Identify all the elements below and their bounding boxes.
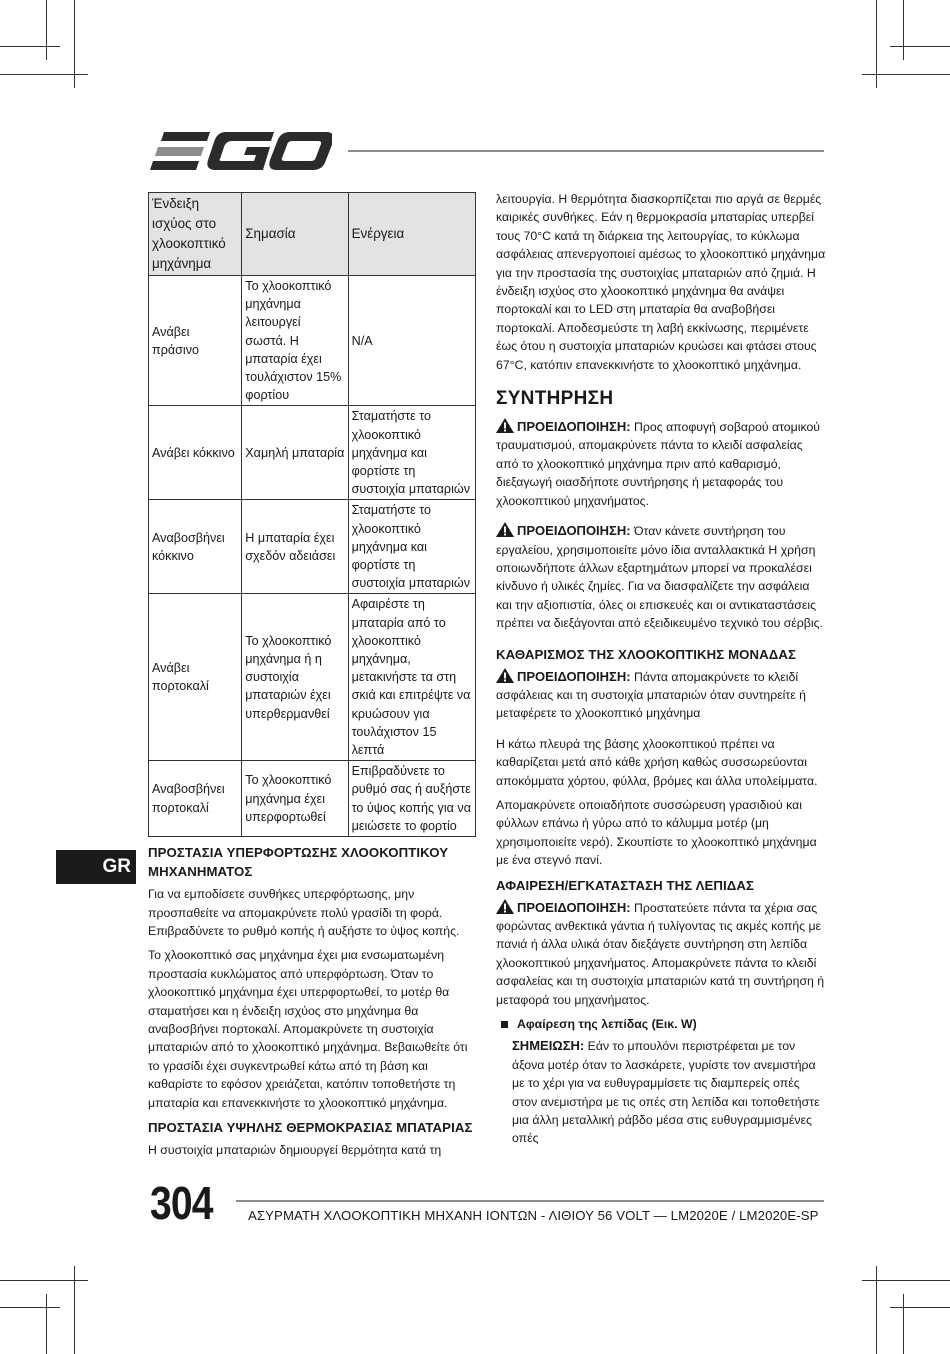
temperature-paragraph-continued: λειτουργία. Η θερμότητα διασκορπίζεται πιο αργά σε θερμές καιρικές συνθήκες. Εάν η θερμοκρασία μπαταρίας υπερβεί τους 70°C κατά τη διάρκεια της λειτουργίας, το κύκλωμα ασφάλειας απενεργοποιεί αμέσως το χλοοκοπτικό μηχάνημα για την προστασία της συστοιχίας μπαταριών από ζημιά. Η ένδειξη ισχύος στο χλοοκοπτικό μηχάνημα θα ανάψει πορτοκαλί και το LED στη μπαταρία θα αναβοβήσει πορτοκαλί. Αποδεσμεύστε τη λαβή εκκίνωσης, περιμένετε έως ότου η συστοιχία μπαταριών κρυώσει και φτάσει στους 67°C, κατόπιν επανεκκινήστε το χλοοκοπτικό μηχάνημα. [496, 192, 826, 372]
note-block [512, 1037, 826, 1147]
warning-label: ΠΡΟΕΙΔΟΠΟΙΗΣΗ: [517, 523, 631, 539]
cleaning-heading: ΚΑΘΑΡΙΣΜΟΣ ΤΗΣ ΧΛΟΟΚΟΠΤΙΚΗΣ ΜΟΝΑΔΑΣ [496, 646, 796, 662]
crop-mark [0, 1280, 88, 1281]
note-text: Εάν το μπουλόνι περιστρέφεται με τον άξονα μοτέρ όταν το λασκάρετε, γυρίστε τον ανεμιστήρα με το χέρι για να ευθυγραμμίσετε τις διαμπερείς οπές στον ανεμιστήρα με τις οπές στη λεπίδα και τοποθετήστε μια άλλη μεταλλική ράβδο μέσα στις ευθυγραμμισμένες οπές [512, 1039, 820, 1146]
crop-mark [46, 0, 47, 60]
warning-triangle-icon [496, 899, 514, 914]
warning-label: ΠΡΟΕΙΔΟΠΟΙΗΣΗ: [517, 899, 631, 915]
ego-logo [150, 130, 332, 172]
warning-label: ΠΡΟΕΙΔΟΠΟΙΗΣΗ: [517, 419, 631, 435]
crop-mark [903, 1294, 904, 1354]
table-row [149, 761, 476, 837]
action-cell: Αφαιρέστε τη μπαταρία από το χλοοκοπτικό μηχάνημα, μετακινήστε τα στη σκιά και επιτρέψτε να κρυώσουν για τουλάχιστον 15 λεπτά [348, 594, 475, 761]
crop-mark [862, 74, 950, 75]
warning-label: ΠΡΟΕΙΔΟΠΟΙΗΣΗ: [517, 668, 631, 684]
right-column [496, 190, 826, 1148]
crop-mark [890, 1307, 950, 1308]
crop-mark [903, 0, 904, 60]
meaning-cell: Χαμηλή μπαταρία [242, 406, 348, 500]
indication-cell: Ανάβει πράσινο [149, 276, 242, 406]
indication-cell: Ανάβει κόκκινο [149, 406, 242, 500]
crop-mark [0, 46, 60, 47]
meaning-cell: Η μπαταρία έχει σχεδόν αδειάσει [242, 500, 348, 594]
maintenance-heading: ΣΥΝΤΗΡΗΣΗ [496, 388, 614, 410]
meaning-cell: Το χλοοκοπτικό μηχάνημα λειτουργεί σωστά. Η μπαταρία έχει τουλάχιστον 15% φορτίου [242, 276, 348, 406]
overload-paragraph-2: Το χλοοκοπτικό σας μηχάνημα έχει μια ενσωματωμένη προστασία κυκλώματος από υπερφόρτωση. Όταν το χλοοκοπτικό μηχάνημα έχει υπερφορτωθεί, το μοτέρ θα σταματήσει και η ένδειξη ισχύος στο μηχάνημα θα αναβοσβήνει πορτοκαλί. Απομακρύνετε τη συστοιχία μπαταριών από το χλοοκοπτικό μηχάνημα. Βεβαιωθείτε ότι το γρασίδι έχει συγκεντρωθεί κάτω από τη βάση και καθαρίστε το εφόσον χρειάζεται, κατόπιν τοποθετήστε τη μπαταρία και επανεκκινήστε το χλοοκοπτικό μηχάνημα. [148, 948, 468, 1110]
header-rule [348, 150, 824, 152]
action-cell: Σταματήστε το χλοοκοπτικό μηχάνημα και φορτίστε τη συστοιχία μπαταριών [348, 500, 475, 594]
meaning-cell: Το χλοοκοπτικό μηχάνημα έχει υπερφορτωθεί [242, 761, 348, 837]
overload-heading: ΠΡΟΣΤΑΣΙΑ ΥΠΕΡΦΟΡΤΩΣΗΣ ΧΛΟΟΚΟΠΤΙΚΟΥ ΜΗΧΑΝΗΜΑΤΟΣ [148, 845, 449, 880]
left-column [148, 192, 476, 1165]
table-row [149, 406, 476, 500]
warning-block [496, 522, 826, 632]
action-cell: N/A [348, 276, 475, 406]
action-cell: Σταματήστε το χλοοκοπτικό μηχάνημα και φορτίστε τη συστοιχία μπαταριών [348, 406, 475, 500]
action-cell: Επιβραδύνετε το ρυθμό σας ή αυξήστε το ύψος κοπής για να μειώσετε το φορτίο [348, 761, 475, 837]
language-tab: GR [56, 850, 136, 884]
indication-cell: Αναβοσβήνει πορτοκαλί [149, 761, 242, 837]
page-number: 304 [150, 1177, 213, 1229]
table-header-cell: Ένδειξη ισχύος στο χλοοκοπτικό μηχάνημα [149, 193, 242, 276]
indication-cell: Αναβοσβήνει κόκκινο [149, 500, 242, 594]
warning-text: Προς αποφυγή σοβαρού ατομικού τραυματισμού, απομακρύνετε πάντα το κλειδί ασφαλείας από το χλοοκοπτικό μηχάνημα πριν από καθαρισμό, διεξαγωγή οιασδήποτε συντήρησης ή μεταφοράς του χλοοκοπτικού μηχανήματος. [496, 420, 821, 508]
warning-text: Προστατεύετε πάντα τα χέρια σας φορώντας ανθεκτικά γάντια ή τυλίγοντας τις ακμές κοπής με πανιά ή άλλα υλικά όταν διεξάγετε συντήρηση στη λεπίδα χλοοκοπτικού μηχανήματος. Απομακρύνετε πάντα το κλειδί ασφαλείας και τη συστοιχία μπαταριών κατά τη συντήρηση ή μεταφορά του μηχανήματος. [496, 900, 825, 1007]
table-header-row [149, 193, 476, 276]
temperature-paragraph: Η συστοιχία μπαταριών δημιουργεί θερμότητα κατά τη [148, 1142, 442, 1157]
table-header-cell: Ενέργεια [348, 193, 475, 276]
warning-block [496, 418, 826, 510]
crop-mark [0, 1307, 60, 1308]
indication-cell: Ανάβει πορτοκαλί [149, 594, 242, 761]
crop-mark [862, 1280, 950, 1281]
temperature-heading: ΠΡΟΣΤΑΣΙΑ ΥΨΗΛΗΣ ΘΕΡΜΟΚΡΑΣΙΑΣ ΜΠΑΤΑΡΙΑΣ [148, 1119, 473, 1135]
crop-mark [0, 74, 88, 75]
blade-heading: ΑΦΑΙΡΕΣΗ/ΕΓΚΑΤΑΣΤΑΣΗ ΤΗΣ ΛΕΠΙΔΑΣ [496, 877, 754, 893]
warning-text: Όταν κάνετε συντήρηση του εργαλείου, χρησιμοποιείτε μόνο ίδια ανταλλακτικά Η χρήση οποιωνδήποτε άλλων εξαρτημάτων μπορεί να προκαλέσει κίνδυνο ή υλικές ζημίες. Για να διασφαλίζετε την ασφάλεια και την αξιοπιστία, όλες οι επισκευές και οι αντικαταστάσεις πρέπει να διεξάγονται από εξειδικευμένο τεχνικό του σέρβις. [496, 524, 823, 631]
footer-title: ΑΣΥΡΜΑΤΗ ΧΛΟΟΚΟΠΤΙΚΗ ΜΗΧΑΝΗ ΙΟΝΤΩΝ - ΛΙΘΙΟΥ 56 VOLT — LM2020E / LM2020E-SP [248, 1208, 819, 1223]
table-row [149, 276, 476, 406]
blade-removal-title: Αφαίρεση της λεπίδας (Εικ. W) [517, 1017, 697, 1032]
footer-rule [236, 1200, 824, 1202]
warning-block [496, 668, 826, 723]
overload-paragraph-1: Για να εμποδίσετε συνθήκες υπερφόρτωσης, μην προσπαθείτε να απομακρύνετε πολύ γρασίδι τη φορά. Επιβραδύνετε το ρυθμό κοπής ή αυξήστε το ύψος κοπής. [148, 887, 460, 938]
indicator-table [148, 192, 476, 837]
cleaning-paragraph-2: Απομακρύνετε οποιαδήποτε συσσώρευση γρασιδιού και φύλλων επάνω ή γύρω από το κάλυμμα μοτέρ (μη χρησιμοποιείτε νερό). Σκουπίστε το χλοοκοπτικό μηχάνημα με ένα στεγνό πανί. [496, 797, 817, 868]
crop-mark [46, 1294, 47, 1354]
crop-mark [890, 46, 950, 47]
table-row [149, 500, 476, 594]
table-header-cell: Σημασία [242, 193, 348, 276]
note-label: ΣΗΜΕΙΩΣΗ: [512, 1038, 585, 1054]
warning-triangle-icon [496, 522, 514, 537]
warning-triangle-icon [496, 418, 514, 433]
table-row [149, 594, 476, 761]
warning-block [496, 899, 826, 1009]
cleaning-paragraph-1: Η κάτω πλευρά της βάσης χλοοκοπτικού πρέπει να καθαρίζεται μετά από κάθε χρήση καθώς συσσωρεύονται αποκόμματα χόρτου, φύλλα, βρόμες και άλλα υπολείμματα. [496, 736, 818, 788]
list-item [496, 1015, 826, 1033]
warning-triangle-icon [496, 668, 514, 683]
warning-text: Πάντα απομακρύνετε το κλειδί ασφάλειας και τη συστοιχία μπαταριών όταν συντηρείτε ή μεταφέρετε το χλοοκοπτικό μηχάνημα [496, 669, 807, 721]
square-bullet-icon [501, 1021, 508, 1028]
meaning-cell: Το χλοοκοπτικό μηχάνημα ή η συστοιχία μπαταριών έχει υπερθερμανθεί [242, 594, 348, 761]
